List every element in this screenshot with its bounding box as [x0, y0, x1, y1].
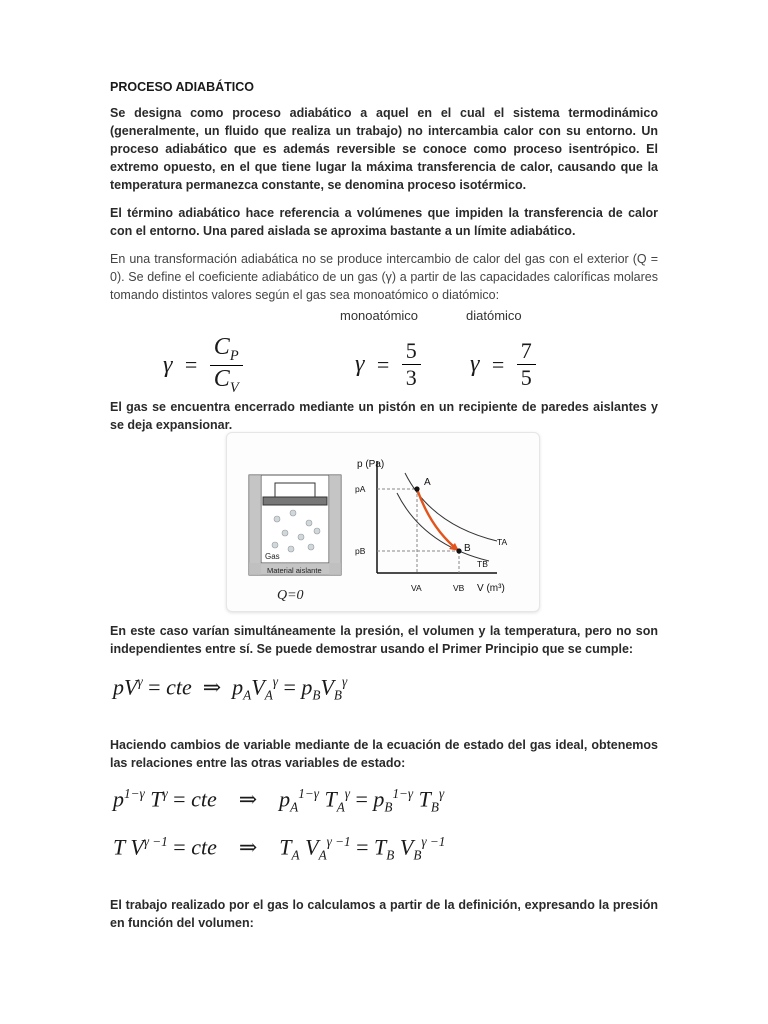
gas-label: Gas [265, 552, 280, 561]
label-TA: TA [497, 537, 508, 547]
equation-gamma-mono: γ = $\frac{5}{3}$ [355, 338, 421, 391]
point-A [414, 486, 419, 491]
document-page [110, 80, 658, 314]
paragraph-transformation: En una transformación adiabática no se produce intercambio de calor del gas con el exterior (Q = 0). Se define el coeficiente adiabático de un gas (γ) a partir de las capacidades caloríficas molares tomando distintos valores según el gas sea monoatómico o diatómico: [110, 252, 658, 302]
x-axis-label: V (m³) [477, 583, 505, 594]
equation-pt-gamma: $p^{1-\gamma}$ $T^\gamma$ = cte ⇒ $p_A^{1-\gamma}$ $T_A^\gamma = p_B^{1-\gamma}$ $T_B^\gamma$ [113, 786, 445, 815]
label-VA: VA [411, 583, 422, 593]
adiabatic-curve [417, 489, 459, 551]
paragraph-term: El término adiabático hace referencia a volúmenes que impiden la transferencia de calor con el entorno. Una pared aislada se aproxima bastante a un límite adiabático. [110, 206, 658, 238]
y-axis-label: p (Pa) [357, 459, 385, 470]
point-B [456, 548, 461, 553]
equation-tv-gamma: T $V^{\gamma -1}$ = cte ⇒ $T_A$ $V_A^{\gamma -1} = T_B$ $V_B^{\gamma -1}$ [113, 834, 446, 863]
paragraph-work: El trabajo realizado por el gas lo calculamos a partir de la definición, expresando la presión en función del volumen: [110, 898, 658, 930]
adiabatic-diagram [227, 433, 539, 611]
paragraph-change-variables: Haciendo cambios de variable mediante de la ecuación de estado del gas ideal, obtenemos las relaciones entre las otras variables de estado: [110, 738, 658, 770]
label-pA: pA [355, 484, 366, 494]
doc-title: PROCESO ADIABÁTICO [110, 80, 254, 94]
label-TB: TB [477, 559, 488, 569]
figure-adiabatic [226, 432, 540, 612]
insulator-label: Material aislante [267, 566, 322, 575]
q-label: Q=0 [277, 588, 304, 603]
label-A: A [424, 477, 431, 488]
equation-gamma-di: γ = $\frac{7}{5}$ [470, 338, 536, 391]
equation-pv-gamma: $pV^\gamma$ = cte ⇒ $p_AV_A^\gamma = p_BV_B^\gamma$ [113, 674, 348, 703]
label-pB: pB [355, 546, 366, 556]
isotherm-TA [405, 473, 497, 541]
paragraph-variation: En este caso varían simultáneamente la presión, el volumen y la temperatura, pero no son independientes entre sí. Se puede demostrar usando el Primer Principio que se cumple: [110, 624, 658, 656]
equation-gamma-def: γ = $\frac{C_P}{C_V}$ [163, 334, 243, 397]
paragraph-piston: El gas se encuentra encerrado mediante un pistón en un recipiente de paredes aislantes y se deja expansionar. [110, 400, 658, 432]
paragraph-intro: Se designa como proceso adiabático a aquel en el cual el sistema termodinámico (generalmente, un fluido que realiza un trabajo) no intercambia calor con su entorno. Un proceso adiabático que es además reversible se conoce como proceso isentrópico. El extremo opuesto, en el que tiene lugar la máxima transferencia de calor, causando que la temperatura permanezca constante, se denomina proceso isotérmico. [110, 106, 658, 192]
label-B: B [464, 543, 471, 554]
label-monoatomico: monoatómico [340, 308, 419, 323]
label-VB: VB [453, 583, 465, 593]
label-diatomico: diatómico [466, 308, 522, 323]
